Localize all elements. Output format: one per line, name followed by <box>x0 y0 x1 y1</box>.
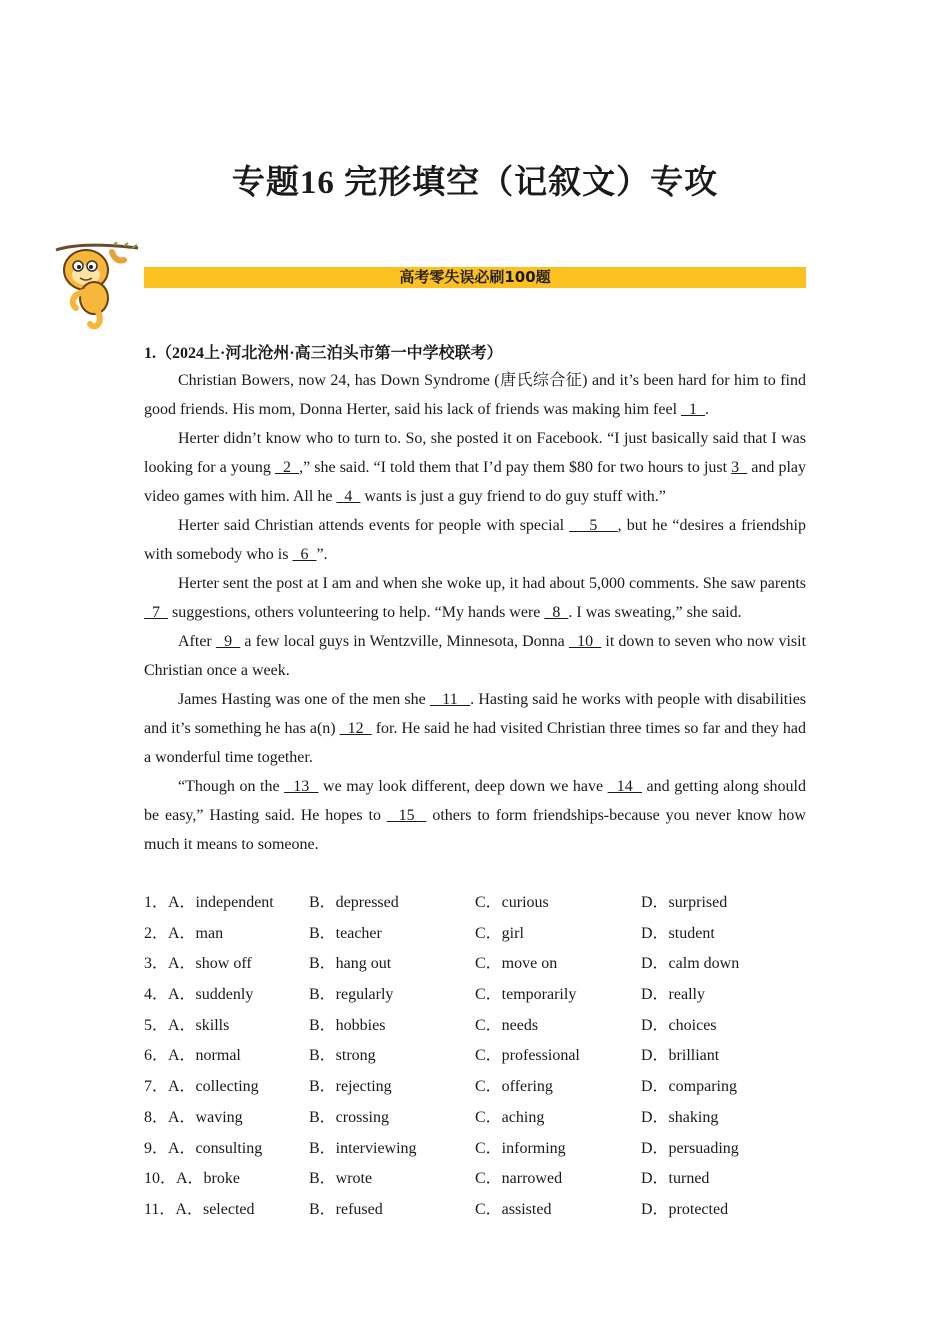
passage-text: Herter didn’t know who to turn to. So, she posted it on Facebook. “I just basically said that I was looking for a young <box>144 430 806 476</box>
option-choice: 8．A．waving <box>144 1108 243 1126</box>
banner: 高考零失误必刷100题 <box>144 267 806 288</box>
passage-text: ”. <box>316 546 328 563</box>
option-choice: C．curious <box>475 894 549 911</box>
passage-text: and play video games with him. All he <box>144 459 807 505</box>
option-choice: B．hobbies <box>309 1016 386 1034</box>
option-row <box>144 1072 806 1103</box>
option-row <box>144 949 806 980</box>
option-choice: B．strong <box>309 1047 376 1065</box>
option-choice: D．calm down <box>641 955 740 973</box>
passage-text: for. He said he had visited Christian three times so far and they had a wonderful time together. <box>144 720 806 766</box>
option-choice: 10．A．broke <box>144 1170 240 1188</box>
passage-text: ,” she said. “I told them that I’d pay them $80 for two hours to just <box>299 459 732 476</box>
option-choice: 7．A．collecting <box>144 1078 259 1096</box>
option-choice: B．interviewing <box>309 1139 417 1157</box>
passage-paragraph <box>144 424 806 511</box>
passage-paragraph <box>144 627 806 685</box>
passage-text: . Hasting said he works with people with disabilities and it’s something he has a(n) <box>144 691 807 737</box>
option-row <box>144 1103 806 1134</box>
passage-paragraph <box>144 511 806 569</box>
passage-text: , but he “desires a friendship with somebody who is <box>144 517 806 563</box>
answer-blank: 5 <box>569 517 618 534</box>
answer-blank: 6 <box>292 546 317 563</box>
passage-paragraph <box>144 685 806 772</box>
answer-blank: 9 <box>215 633 241 650</box>
passage-text: Christian Bowers, now 24, has Down Syndrome (唐氏综合征) and it’s been hard for him to find good friends. His mom, Donna Herter, said his lack of friends was making him feel <box>144 372 806 418</box>
passage-text: James Hasting was one of the men she <box>178 691 430 708</box>
option-row <box>144 980 806 1011</box>
passage-paragraph <box>144 569 806 627</box>
option-choice: D．student <box>641 924 715 942</box>
option-row <box>144 1134 806 1165</box>
option-choice: B．wrote <box>309 1170 373 1188</box>
passage-text: Herter sent the post at I am and when she woke up, it had about 5,000 comments. She saw parents <box>178 575 806 592</box>
passage-text: suggestions, others volunteering to help. “My hands were <box>168 604 545 621</box>
option-choice: C．narrowed <box>475 1170 563 1188</box>
option-choice: D．choices <box>641 1016 717 1034</box>
option-choice: D．shaking <box>641 1108 719 1126</box>
option-choice: 5．A．skills <box>144 1016 230 1034</box>
answer-blank: 7 <box>144 604 168 621</box>
option-choice: D．brilliant <box>641 1047 720 1065</box>
option-choice: 11．A．selected <box>144 1200 255 1218</box>
passage-paragraph <box>144 772 806 859</box>
option-row <box>144 1164 806 1195</box>
passage-text: Herter said Christian attends events for people with special <box>178 517 570 534</box>
option-choice: B．depressed <box>309 894 399 911</box>
option-choice: 4．A．suddenly <box>144 986 254 1004</box>
passage-text: . <box>705 401 710 418</box>
passage-paragraph <box>144 366 806 424</box>
option-row <box>144 1041 806 1072</box>
option-choice: D．protected <box>641 1200 729 1218</box>
options-list <box>144 888 806 1226</box>
page-title: 专题16 完形填空（记叙文）专攻 <box>231 165 719 201</box>
option-choice: 1．A．independent <box>144 894 274 911</box>
option-choice: C．aching <box>475 1108 545 1126</box>
answer-blank: 1 <box>681 401 706 418</box>
option-choice: B．crossing <box>309 1108 390 1126</box>
answer-blank: 4 <box>336 488 361 505</box>
cloze-passage <box>144 366 806 859</box>
passage-text: wants is just a guy friend to do guy stuff with.” <box>360 488 666 505</box>
option-choice: B．refused <box>309 1200 383 1218</box>
option-choice: C．girl <box>475 924 524 942</box>
answer-blank: 8 <box>544 604 569 621</box>
answer-blank: 2 <box>274 459 300 476</box>
option-choice: 6．A．normal <box>144 1047 241 1065</box>
answer-blank: 14 <box>607 778 642 795</box>
option-row <box>144 919 806 950</box>
option-choice: B．rejecting <box>309 1078 392 1096</box>
option-choice: B．regularly <box>309 986 394 1004</box>
option-choice: C．offering <box>475 1078 553 1096</box>
answer-blank: 3 <box>731 459 748 476</box>
passage-text: a few local guys in Wentzville, Minnesota, Donna <box>240 633 569 650</box>
passage-text: we may look different, deep down we have <box>318 778 608 795</box>
option-choice: D．comparing <box>641 1078 737 1096</box>
option-choice: 9．A．consulting <box>144 1139 263 1157</box>
option-choice: C．needs <box>475 1016 539 1034</box>
option-choice: D．turned <box>641 1170 710 1188</box>
option-choice: D．really <box>641 986 705 1004</box>
option-choice: C．informing <box>475 1139 566 1157</box>
question-source: 1.（2024上·河北沧州·高三泊头市第一中学校联考） <box>144 345 503 362</box>
answer-blank: 11 <box>429 691 471 708</box>
option-row <box>144 1195 806 1226</box>
option-choice: C．professional <box>475 1047 580 1065</box>
passage-text: After <box>178 633 216 650</box>
answer-blank: 12 <box>339 720 372 737</box>
option-choice: 2．A．man <box>144 924 224 942</box>
option-row <box>144 1011 806 1042</box>
answer-blank: 15 <box>386 807 427 824</box>
option-choice: D．persuading <box>641 1139 739 1157</box>
answer-blank: 13 <box>284 778 319 795</box>
monkey-mascot-icon <box>54 242 140 332</box>
option-choice: C．move on <box>475 955 558 973</box>
answer-blank: 10 <box>568 633 602 650</box>
passage-text: it down to seven who now visit Christian once a week. <box>144 633 807 679</box>
option-row <box>144 888 806 919</box>
passage-text: others to form friendships-because you never know how much it means to someone. <box>144 807 806 853</box>
option-choice: C．assisted <box>475 1200 552 1218</box>
option-choice: D．surprised <box>641 894 728 911</box>
option-choice: B．teacher <box>309 924 382 942</box>
passage-text: “Though on the <box>178 778 285 795</box>
passage-text: . I was sweating,” she said. <box>568 604 742 621</box>
option-choice: C．temporarily <box>475 986 577 1004</box>
option-choice: B．hang out <box>309 955 392 973</box>
passage-text: and getting along should be easy,” Hasting said. He hopes to <box>144 778 807 824</box>
option-choice: 3．A．show off <box>144 955 252 973</box>
